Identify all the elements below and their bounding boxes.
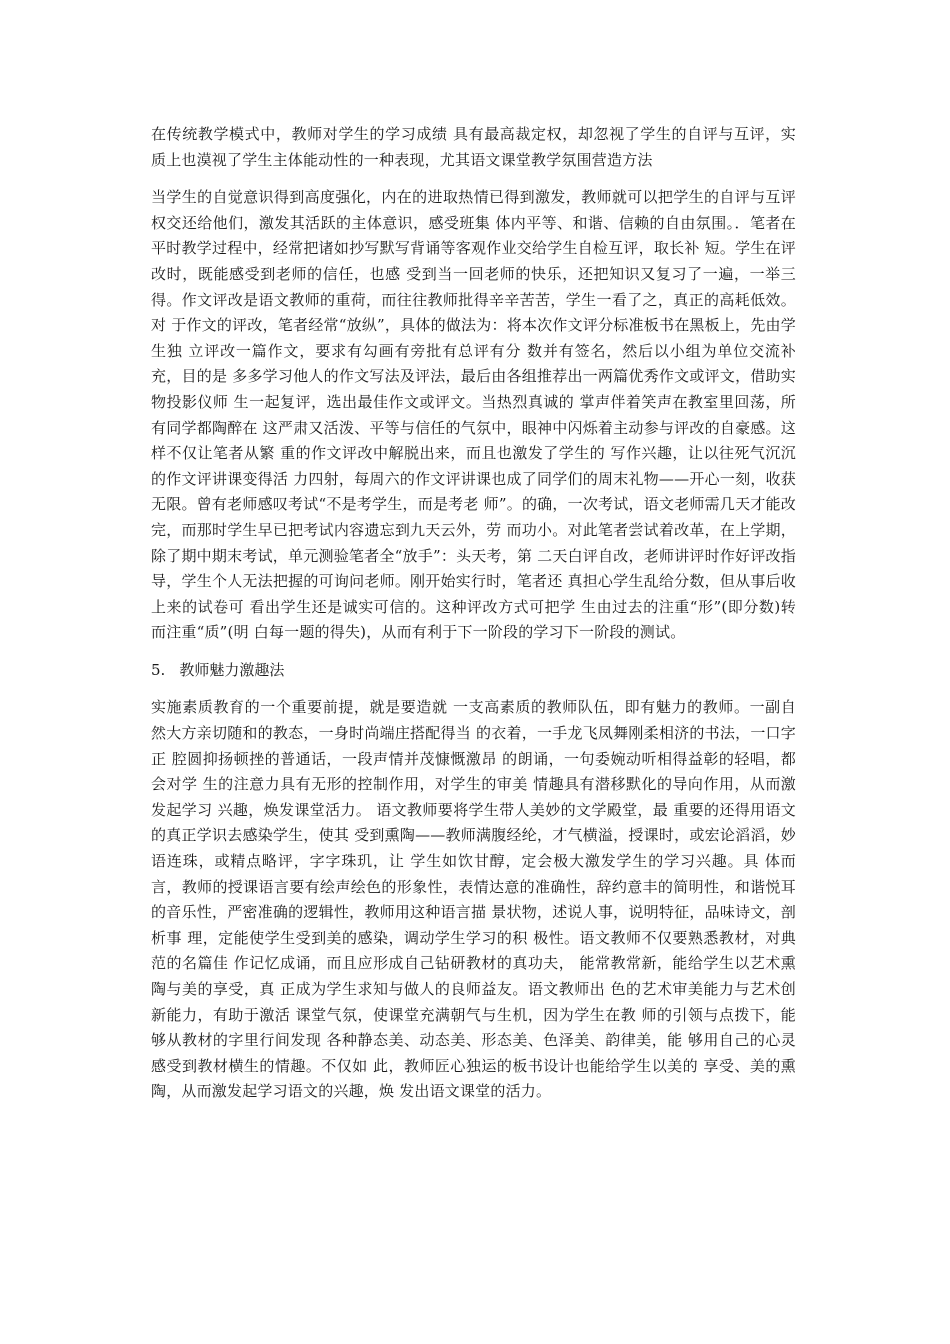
document-body xyxy=(151,122,796,1105)
section-number: 5. xyxy=(151,660,166,679)
section-title: 教师魅力激趣法 xyxy=(179,660,285,679)
paragraph-3: 实施素质教育的一个重要前提，就是要造就 一支高素质的教师队伍，即有魅力的教师。一副自 然大方亲切随和的教态，一身时尚端庄搭配得当 的衣着，一手龙飞凤舞刚柔相济的书法，一口字正 腔圆抑扬顿挫的普通话，一段声情并茂慷慨激昂 的朗诵，一句委婉动听相得益彰的轻唱，都会对学 生的注意力具有无形的控制作用，对学生的审美 情趣具有潜移默化的导向作用，从而激发起学习 兴趣，焕发课堂活力。 语文教师要将学生带人美妙的文学殿堂，最 重要的还得用语文的真正学识去感染学生，使其 受到熏陶——教师满腹经纶，才气横溢，授课时，或宏论滔滔，妙语连珠，或精点略评，字字珠玑，让 学生如饮甘醇，定会极大激发学生的学习兴趣。具 体而言，教师的授课语言要有绘声绘色的形象性，表情达意的准确性，辞约意丰的简明性，和谐悦耳 的音乐性，严密准确的逻辑性，教师用这种语言描 景状物，述说人事，说明特征，品味诗文，剖析事 理，定能使学生受到美的感染，调动学生学习的积 极性。语文教师不仅要熟悉教材，对典范的名篇佳 作记忆成诵，而且应形成自己钻研教材的真功夫， 能常教常新，能给学生以艺术熏陶与美的享受，真 正成为学生求知与做人的良师益友。语文教师出 色的艺术审美能力与艺术创新能力，有助于激活 课堂气氛，使课堂充满朝气与生机，因为学生在教 师的引领与点拨下，能够从教材的字里行间发现 各种静态美、动态美、形态美、色泽美、韵律美，能 够用自己的心灵感受到教材横生的情趣。不仅如 此，教师匠心独运的板书设计也能给学生以美的 享受、美的熏陶，从而激发起学习语文的兴趣，焕 发出语文课堂的活力。 xyxy=(151,698,796,1101)
paragraph-2: 当学生的自觉意识得到高度强化，内在的进取热情已得到激发，教师就可以把学生的自评与互评 权交还给他们，激发其活跃的主体意识，感受班集 体内平等、和谐、信赖的自由氛围。．笔者在平时教学过程中，经常把诸如抄写默写背诵等客观作业交给学生自检互评，取长补 短。学生在评改时，既能感受到老师的信任，也感 受到当一回老师的快乐，还把知识又复习了一遍，一举三得。作文评改是语文教师的重荷，而往往教师批得辛辛苦苦，学生一看了之，真正的高耗低效。对 于作文的评改，笔者经常“放纵”，具体的做法为：将本次作文评分标准板书在黑板上，先由学生独 立评改一篇作文，要求有勾画有旁批有总评有分 数并有签名，然后以小组为单位交流补充，目的是 多多学习他人的作文写法及评法，最后由各组推荐出一两篇优秀作文或评文，借助实物投影仪师 生一起复评，选出最佳作文或评文。当热烈真诚的 掌声伴着笑声在教室里回荡，所有同学都陶醉在 这严肃又活泼、平等与信任的气氛中，眼神中闪烁着主动参与评改的自豪感。这样不仅让笔者从繁 重的作文评改中解脱出来，而且也激发了学生的 写作兴趣，让以往死气沉沉的作文评讲课变得活 力四射，每周六的作文评讲课也成了同学们的周末礼物——开心一刻，收获无限。曾有老师感叹考试“不是考学生，而是考老 师”。的确，一次考试，语文老师需几天才能改完，而那时学生早已把考试内容遗忘到九天云外，劳 而功小。对此笔者尝试着改革，在上学期，除了期中期末考试，单元测验笔者全“放手”：头天考，第 二天白评自改，老师讲评时作好评改指导，学生个人无法把握的可询问老师。刚开始实行时，笔者还 真担心学生乱给分数，但从事后收上来的试卷可 看出学生还是诚实可信的。这种评改方式可把学 生由过去的注重“形”(即分数)转而注重“质”(明 白每一题的得失)，从而有利于下一阶段的学习下一阶段的测试。 xyxy=(151,188,796,642)
section-heading xyxy=(151,658,796,684)
paragraph-1: 在传统教学模式中，教师对学生的学习成绩 具有最高裁定权，却忽视了学生的自评与互评，实 质上也漠视了学生主体能动性的一种表现，尤其语文课堂教学氛围营造方法 xyxy=(151,125,796,169)
